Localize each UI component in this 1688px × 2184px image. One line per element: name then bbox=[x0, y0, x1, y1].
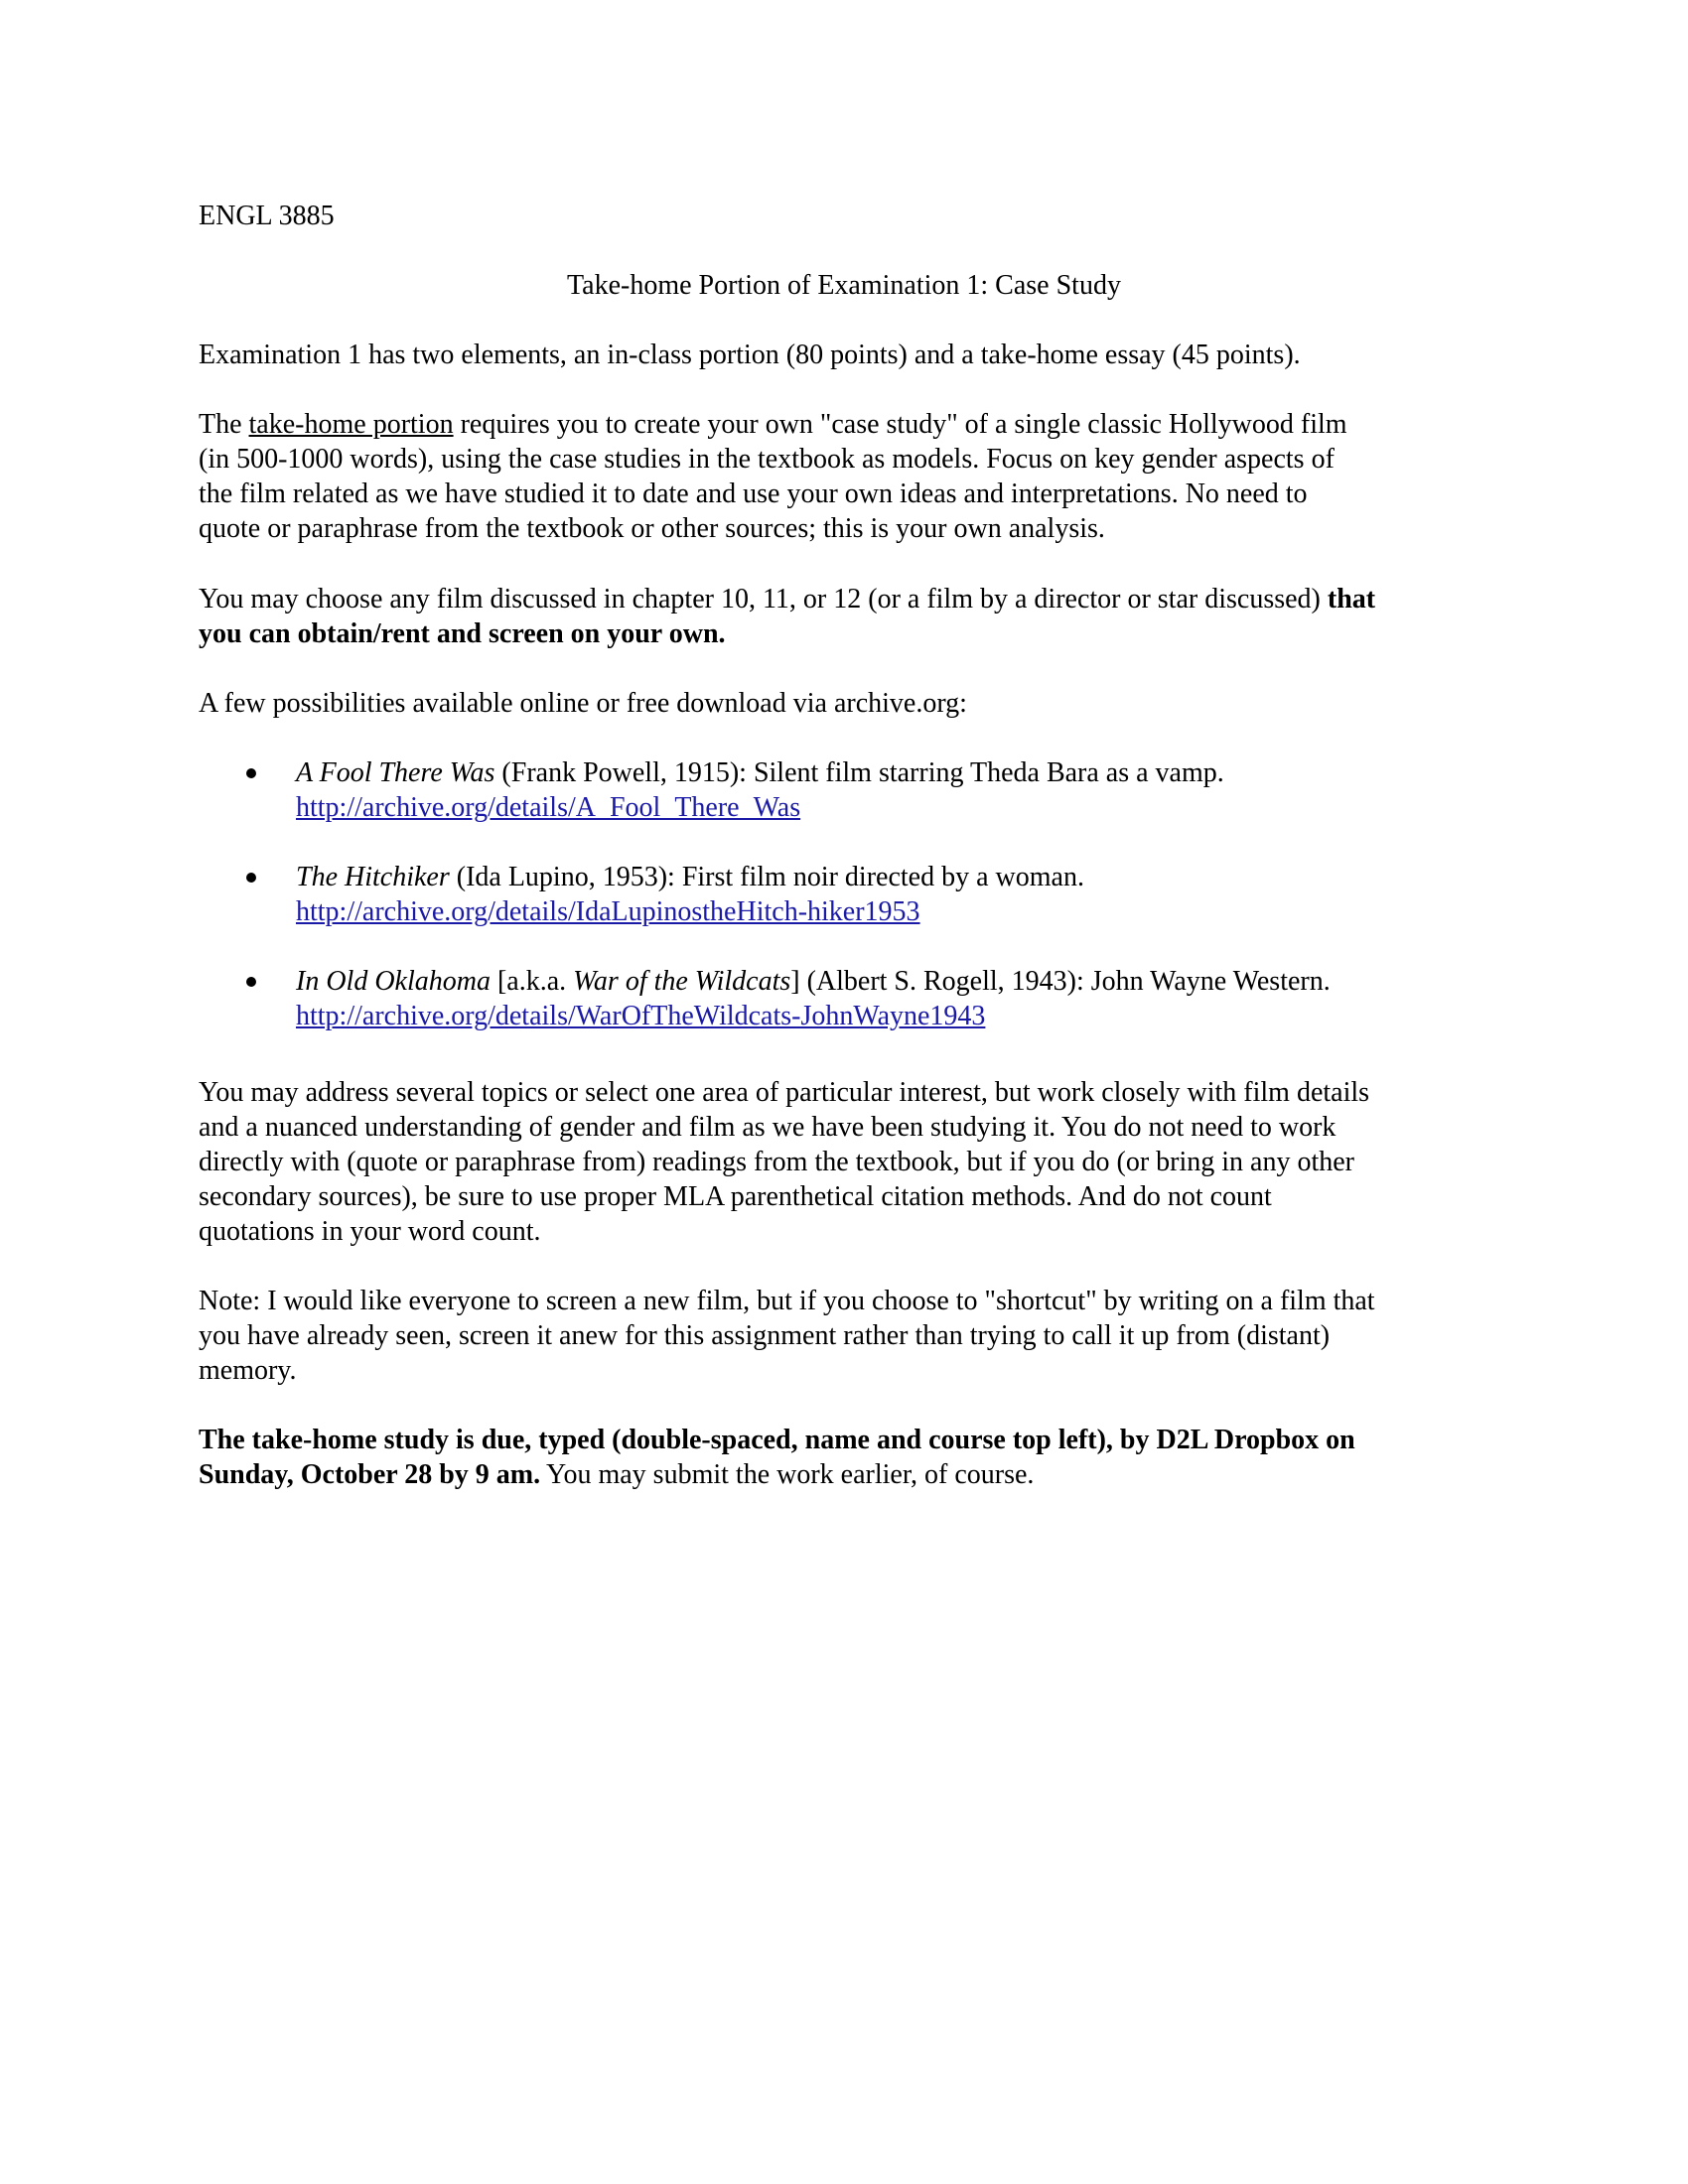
choose-line-1 bbox=[199, 582, 1489, 616]
film-link[interactable]: http://archive.org/details/IdaLupinostheHitch-hiker1953 bbox=[296, 896, 920, 927]
take-home-paragraph bbox=[199, 407, 1489, 546]
take-home-lead: The bbox=[199, 409, 249, 440]
bullet-icon bbox=[246, 873, 256, 883]
film-link[interactable]: http://archive.org/details/WarOfTheWildcats-JohnWayne1943 bbox=[296, 1001, 986, 1031]
choose-line-1-text: You may choose any film discussed in chapter 10, 11, or 12 (or a film by a director or star discussed) bbox=[199, 584, 1328, 614]
topics-line: secondary sources), be sure to use proper MLA parenthetical citation methods. And do not count bbox=[199, 1181, 1272, 1212]
due-date: Sunday, October 28 by 9 am. bbox=[199, 1459, 541, 1490]
topics-line: You may address several topics or select one area of particular interest, but work closely with film details bbox=[199, 1077, 1370, 1108]
film-title: A Fool There Was bbox=[296, 757, 495, 788]
film-aka-prefix: [a.k.a. bbox=[490, 966, 574, 997]
take-home-line-3: the film related as we have studied it to date and use your own ideas and interpretations. No need to bbox=[199, 478, 1308, 509]
note-line: Note: I would like everyone to screen a new film, but if you choose to "shortcut" by writing on a film that bbox=[199, 1286, 1375, 1316]
due-line-2 bbox=[199, 1457, 1489, 1492]
film-description: (Frank Powell, 1915): Silent film starring Theda Bara as a vamp. bbox=[494, 757, 1224, 788]
film-line bbox=[296, 755, 1489, 790]
topics-line: and a nuanced understanding of gender and film as we have been studying it. You do not need to work bbox=[199, 1112, 1336, 1143]
topics-line: quotations in your word count. bbox=[199, 1216, 541, 1247]
film-list-item bbox=[199, 755, 1489, 825]
take-home-line-4: quote or paraphrase from the textbook or other sources; this is your own analysis. bbox=[199, 513, 1105, 544]
film-description: ] (Albert S. Rogell, 1943): John Wayne Western. bbox=[790, 966, 1331, 997]
choose-line-1-bold: that bbox=[1327, 584, 1376, 614]
due-paragraph bbox=[199, 1423, 1489, 1492]
film-line bbox=[296, 964, 1489, 999]
note-line: memory. bbox=[199, 1355, 297, 1386]
bullet-icon bbox=[246, 768, 256, 778]
document-title: Take-home Portion of Examination 1: Case Study bbox=[567, 270, 1121, 301]
topics-line: directly with (quote or paraphrase from) readings from the textbook, but if you do (or bring in any other bbox=[199, 1147, 1355, 1177]
possibilities-intro: A few possibilities available online or free download via archive.org: bbox=[199, 688, 967, 719]
take-home-portion-underlined: take-home portion bbox=[248, 409, 454, 440]
take-home-line-2: (in 500-1000 words), using the case studies in the textbook as models. Focus on key gender aspects of bbox=[199, 444, 1335, 475]
film-list-item bbox=[199, 964, 1489, 1033]
film-aka-title: War of the Wildcats bbox=[573, 966, 791, 997]
choose-line-2-end: . bbox=[718, 618, 726, 649]
topics-paragraph bbox=[199, 1075, 1489, 1249]
film-title: In Old Oklahoma bbox=[296, 966, 491, 997]
choose-line-2 bbox=[199, 616, 1489, 651]
film-link[interactable]: http://archive.org/details/A_Fool_There_Was bbox=[296, 792, 801, 823]
course-code: ENGL 3885 bbox=[199, 201, 335, 231]
film-list-item bbox=[199, 860, 1489, 929]
intro-paragraph: Examination 1 has two elements, an in-class portion (80 points) and a take-home essay (45 points). bbox=[199, 340, 1301, 370]
take-home-line-1 bbox=[199, 407, 1489, 442]
choose-paragraph bbox=[199, 582, 1489, 651]
film-line bbox=[296, 860, 1489, 894]
film-description: (Ida Lupino, 1953): First film noir directed by a woman. bbox=[449, 862, 1084, 892]
take-home-line-1-rest: requires you to create your own "case study" of a single classic Hollywood film bbox=[453, 409, 1347, 440]
bullet-icon bbox=[246, 977, 256, 987]
note-paragraph bbox=[199, 1284, 1489, 1388]
film-title: The Hitchiker bbox=[296, 862, 450, 892]
note-line: you have already seen, screen it anew for this assignment rather than trying to call it up from (distant) bbox=[199, 1320, 1331, 1351]
due-line-2-rest: You may submit the work earlier, of course. bbox=[540, 1459, 1035, 1490]
choose-line-2-bold: you can obtain/rent and screen on your own bbox=[199, 618, 719, 649]
due-line-1: The take-home study is due, typed (double-spaced, name and course top left), by D2L Dropbox on bbox=[199, 1425, 1355, 1455]
film-list bbox=[199, 755, 1489, 1068]
